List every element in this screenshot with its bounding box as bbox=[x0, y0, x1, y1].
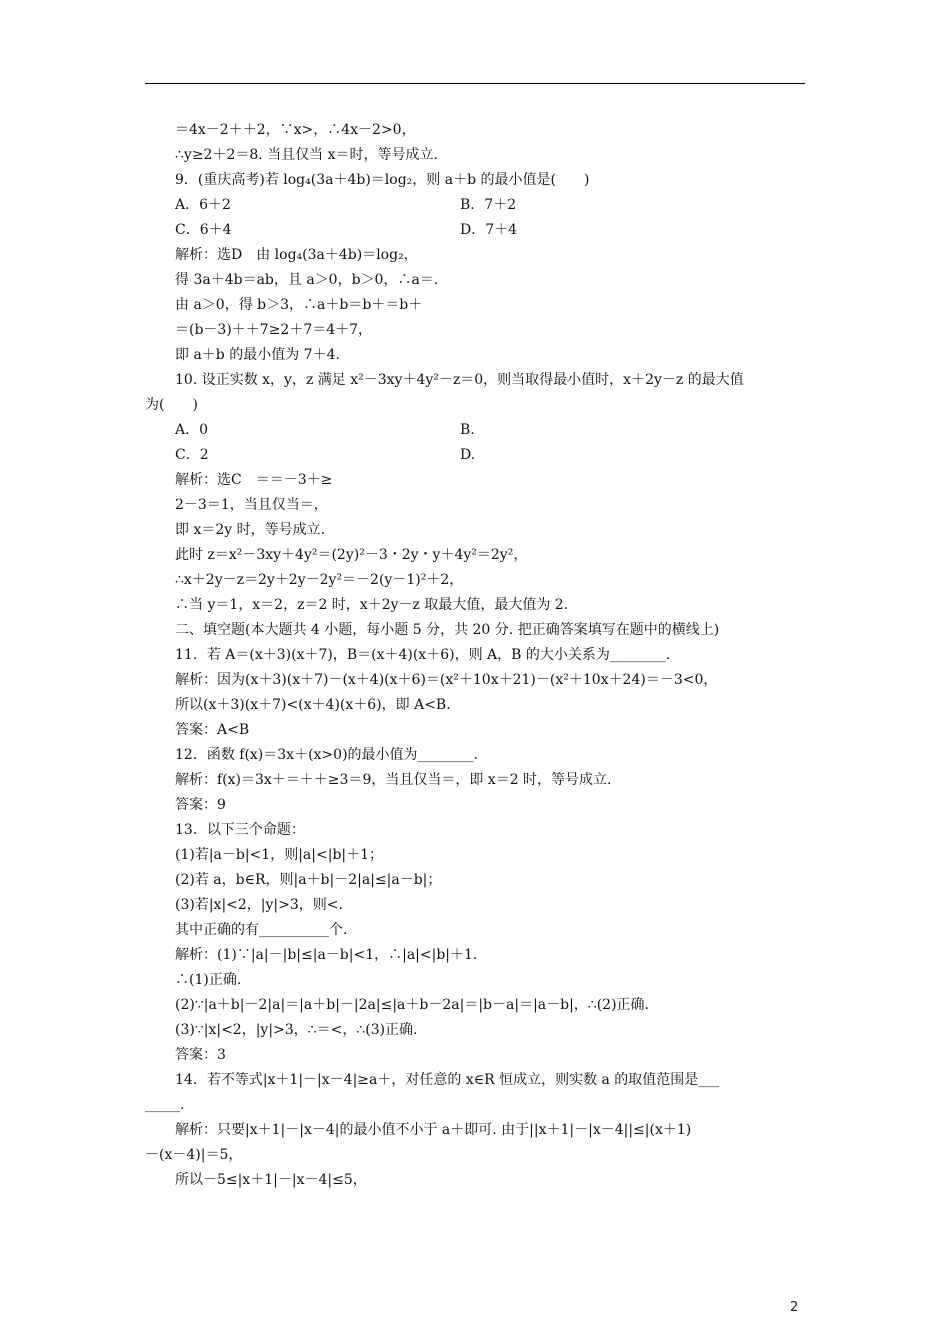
options-row bbox=[145, 443, 805, 468]
text-line: 解析：(1)∵|a|－|b|≤|a－b|<1，∴|a|<|b|＋1. bbox=[175, 947, 478, 963]
header-rule bbox=[145, 83, 805, 84]
text-line: 得 3a＋4b＝ab，且 a＞0，b＞0，∴a＝. bbox=[175, 272, 439, 288]
text-line: 其中正确的有__________个. bbox=[175, 922, 348, 938]
text-line: 解析：选D 由 log₄(3a＋4b)＝log₂， bbox=[175, 247, 418, 263]
option-b: B. bbox=[460, 422, 475, 438]
question-12: 12．函数 f(x)＝3x＋(x>0)的最小值为________. bbox=[175, 747, 478, 763]
text-line: 所以(x＋3)(x＋7)<(x＋4)(x＋6)，即 A<B. bbox=[175, 697, 451, 713]
question-11: 11．若 A＝(x＋3)(x＋7)，B＝(x＋4)(x＋6)，则 A，B 的大小关系为________. bbox=[175, 647, 671, 663]
text-line: (2)∵|a＋b|－2|a|＝|a＋b|－|2a|≤|a＋b－2a|＝|b－a|＝|a－b|，∴(2)正确. bbox=[175, 997, 649, 1013]
question-9: 9．(重庆高考)若 log₄(3a＋4b)＝log₂，则 a＋b 的最小值是( ) bbox=[175, 172, 590, 188]
text-line: (3)∵|x|<2，|y|>3，∴＝<，∴(3)正确. bbox=[175, 1022, 418, 1038]
text-line: ∴当 y＝1，x＝2，z＝2 时，x＋2y－z 取最大值，最大值为 2. bbox=[175, 597, 569, 613]
text-line: 解析：选C ＝＝－3＋≥ bbox=[175, 472, 333, 488]
text-line: 解析：f(x)＝3x＋＝＋＋≥3＝9，当且仅当＝，即 x＝2 时，等号成立. bbox=[175, 772, 612, 788]
option-b: B．7＋2 bbox=[460, 197, 517, 213]
text-line: 即 x＝2y 时，等号成立. bbox=[175, 522, 326, 538]
option-a: A．0 bbox=[175, 422, 209, 438]
section-heading: 二、填空题(本大题共 4 小题，每小题 5 分，共 20 分. 把正确答案填写在题中的横线上) bbox=[175, 622, 720, 638]
page-content bbox=[145, 118, 805, 1193]
options-row bbox=[145, 418, 805, 443]
answer-line: 答案：9 bbox=[175, 797, 226, 813]
text-line: 此时 z＝x²－3xy＋4y²＝(2y)²－3・2y・y＋4y²＝2y²， bbox=[175, 547, 528, 563]
option-d: D．7＋4 bbox=[460, 222, 518, 238]
text-line: ∴(1)正确. bbox=[175, 972, 242, 988]
text-line: 2－3＝1，当且仅当＝， bbox=[175, 497, 328, 513]
options-row bbox=[145, 193, 805, 218]
answer-line: 答案：A<B bbox=[175, 722, 250, 738]
option-d: D. bbox=[460, 447, 476, 463]
text-line: 所以－5≤|x＋1|－|x－4|≤5， bbox=[175, 1172, 367, 1188]
text-line: 为( ) bbox=[145, 397, 198, 413]
option-c: C．6＋4 bbox=[175, 222, 232, 238]
text-line: ∴x＋2y－z＝2y＋2y－2y²＝－2(y－1)²＋2， bbox=[175, 572, 464, 588]
option-a: A．6＋2 bbox=[175, 197, 231, 213]
option-c: C．2 bbox=[175, 447, 209, 463]
options-row bbox=[145, 218, 805, 243]
page-number: 2 bbox=[790, 1300, 799, 1315]
text-line: _____. bbox=[145, 1097, 185, 1113]
text-line: 由 a＞0，得 b＞3，∴a＋b＝b＋＝b＋ bbox=[175, 297, 423, 313]
text-line: 即 a＋b 的最小值为 7＋4. bbox=[175, 347, 340, 363]
text-line: ＝(b－3)＋＋7≥2＋7＝4＋7， bbox=[175, 322, 373, 338]
text-line: ∴y≥2＋2＝8. 当且仅当 x＝时，等号成立. bbox=[175, 147, 438, 163]
text-line: ＝4x－2＋＋2，∵x>，∴4x－2>0， bbox=[175, 122, 416, 138]
question-10: 10. 设正实数 x，y，z 满足 x²－3xy＋4y²－z＝0，则当取得最小值时，x＋2y－z 的最大值 bbox=[175, 372, 744, 388]
answer-line: 答案：3 bbox=[175, 1047, 226, 1063]
text-line: (3)若|x|<2，|y|>3，则<. bbox=[175, 897, 343, 913]
question-13: 13．以下三个命题： bbox=[175, 822, 305, 838]
text-line: －(x－4)|＝5， bbox=[145, 1147, 243, 1163]
question-14: 14．若不等式|x＋1|－|x－4|≥a＋，对任意的 x∈R 恒成立，则实数 a 的取值范围是___ bbox=[175, 1072, 720, 1088]
text-line: 解析：只要|x＋1|－|x－4|的最小值不小于 a＋即可. 由于||x＋1|－|x－4||≤|(x＋1) bbox=[175, 1122, 692, 1138]
text-line: (1)若|a－b|<1，则|a|<|b|＋1； bbox=[175, 847, 384, 863]
text-line: (2)若 a，b∈R，则|a＋b|－2|a|≤|a－b|； bbox=[175, 872, 442, 888]
text-line: 解析：因为(x＋3)(x＋7)－(x＋4)(x＋6)＝(x²＋10x＋21)－(x²＋10x＋24)＝－3<0， bbox=[175, 672, 718, 688]
